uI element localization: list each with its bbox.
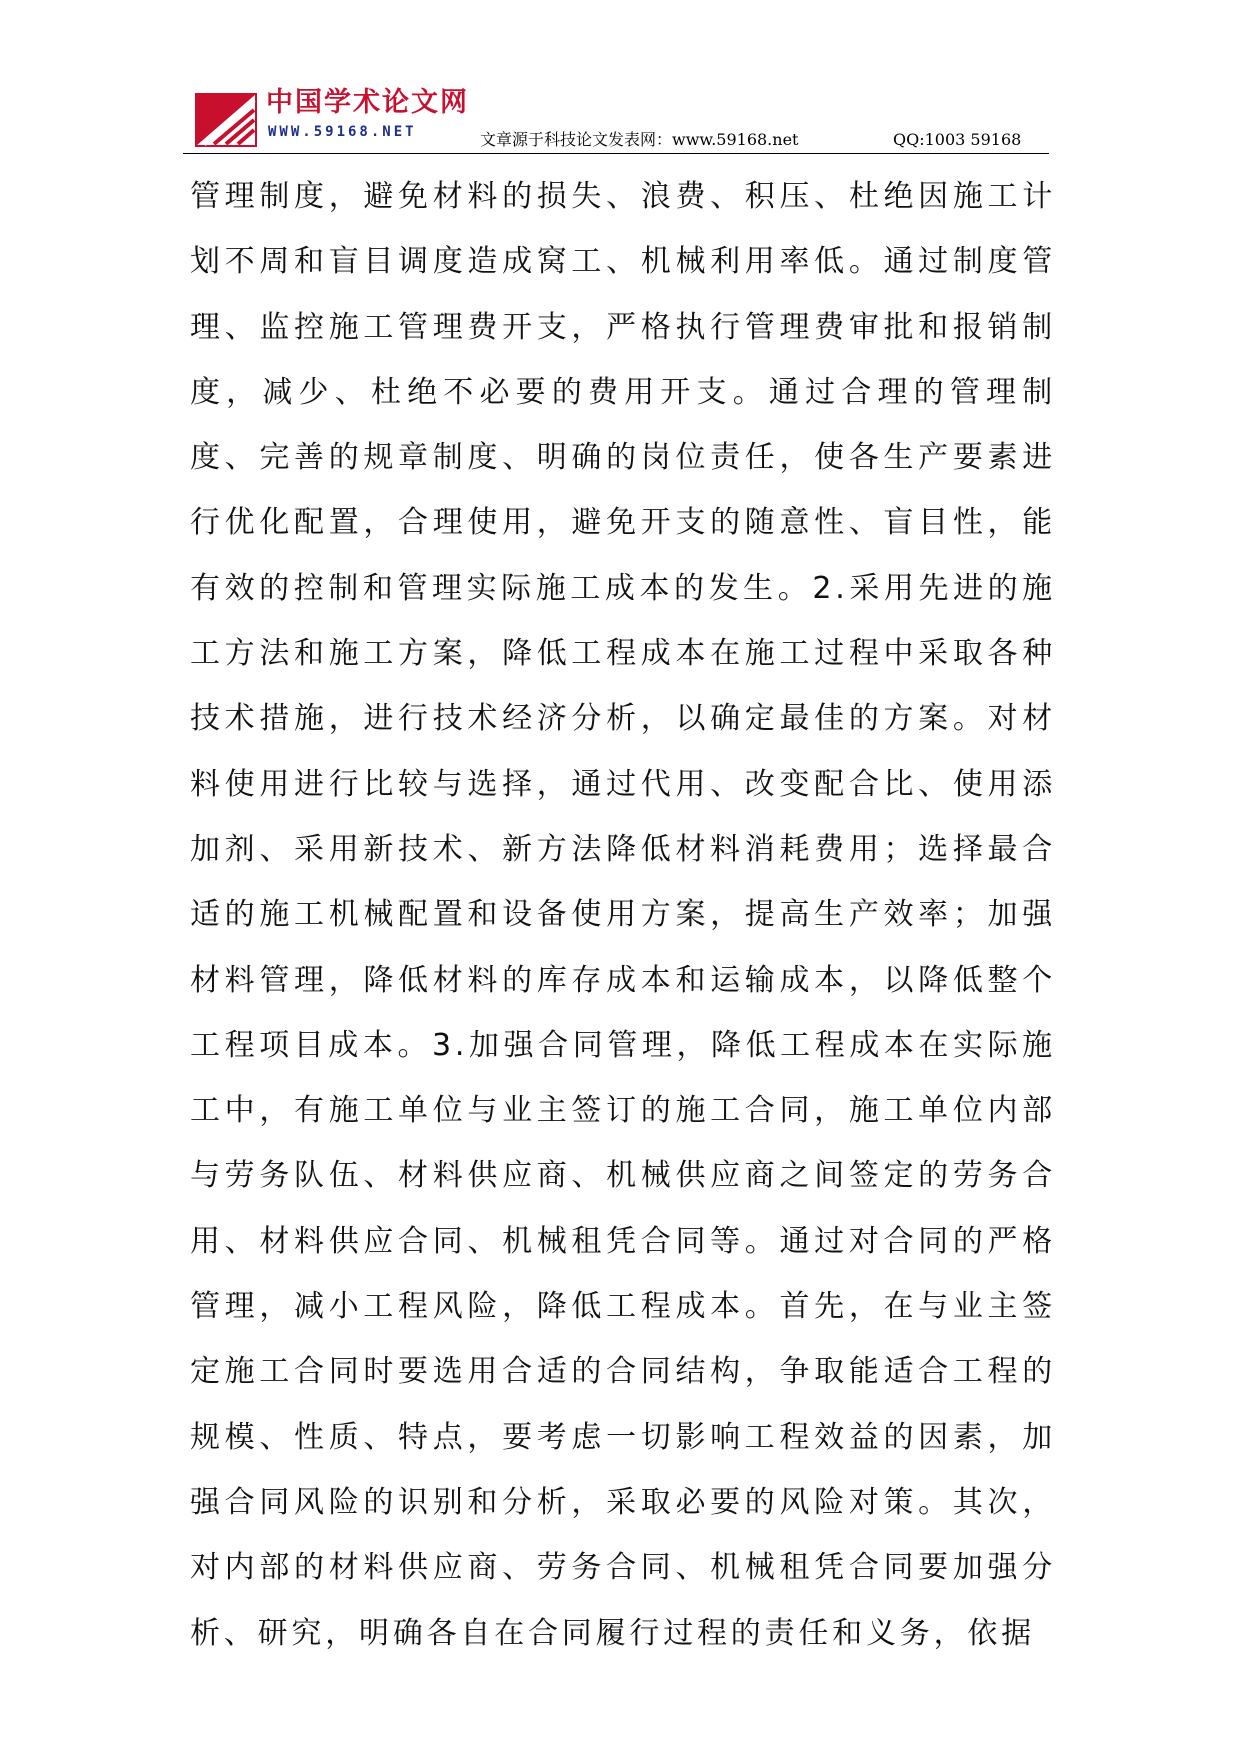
header-divider xyxy=(183,153,1049,154)
page-header xyxy=(190,86,1060,156)
body-paragraph: 管理制度，避免材料的损失、浪费、积压、杜绝因施工计划不周和盲目调度造成窝工、机械利用率低。通过制度管理、监控施工管理费开支，严格执行管理费审批和报销制度，减少、杜绝不必要的费用开支。通过合理的管理制度、完善的规章制度、明确的岗位责任，使各生产要素进行优化配置，合理使用，避免开支的随意性、盲目性，能有效的控制和管理实际施工成本的发生。2.采用先进的施工方法和施工方案，降低工程成本在施工过程中采取各种技术措施，进行技术经济分析，以确定最佳的方案。对材料使用进行比较与选择，通过代用、改变配合比、使用添加剂、采用新技术、新方法降低材料消耗费用；选择最合适的施工机械配置和设备使用方案，提高生产效率；加强材料管理，降低材料的库存成本和运输成本，以降低整个工程项目成本。3.加强合同管理，降低工程成本在实际施工中，有施工单位与业主签订的施工合同，施工单位内部与劳务队伍、材料供应商、机械供应商之间签定的劳务合用、材料供应合同、机械租凭合同等。通过对合同的严格管理，减小工程风险，降低工程成本。首先，在与业主签定施工合同时要选用合适的合同结构，争取能适合工程的规模、性质、特点，要考虑一切影响工程效益的因素，加强合同风险的识别和分析，采取必要的风险对策。其次，对内部的材料供应商、劳务合同、机械租凭合同要加强分析、研究，明确各自在合同履行过程的责任和义务，依据 xyxy=(190,179,1056,1651)
logo-title: 中国学术论文网 xyxy=(266,87,469,118)
site-logo[interactable] xyxy=(190,86,469,150)
source-label: 文章源于科技论文发表网：www.59168.net xyxy=(480,130,799,149)
logo-url: WWW.59168.NET xyxy=(268,124,417,140)
logo-emblem-icon xyxy=(190,86,262,150)
qq-label: QQ:1003 59168 xyxy=(893,130,1022,149)
